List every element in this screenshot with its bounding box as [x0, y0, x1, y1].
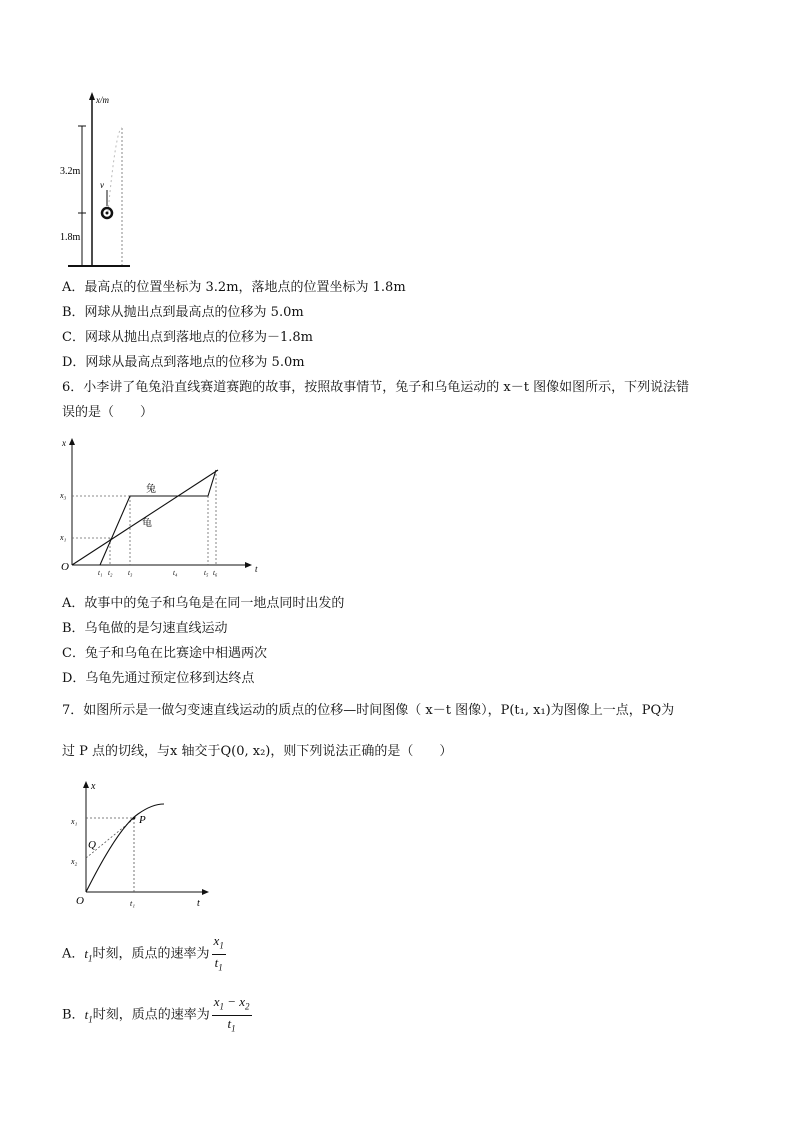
y-axis-label: x — [62, 438, 66, 448]
fraction-x1-minus-x2-over-t1: $\frac{x_1 - x_2}{t_1}$ — [213, 994, 250, 1034]
t5-label: t₅ — [204, 569, 209, 577]
t2-label: t₂ — [108, 569, 113, 577]
origin-label: O — [61, 561, 69, 573]
label-1-8m: 1.8m — [60, 232, 81, 243]
q7-option-a — [62, 933, 226, 977]
rabbit-turtle-graph — [60, 434, 260, 578]
velocity-label: v — [100, 180, 104, 190]
origin-label: O — [76, 895, 84, 907]
q7-option-b — [62, 994, 252, 1038]
t1-var: $t_1$ — [84, 1006, 93, 1025]
t3-label: t₃ — [128, 569, 133, 577]
axis-label-x: x/m — [96, 95, 109, 105]
x2-label: x₂ — [71, 857, 78, 866]
x1-label: x₁ — [71, 817, 78, 826]
tangent-xt-graph — [60, 776, 220, 910]
q7-stem-line1: 7．如图所示是一做匀变速直线运动的质点的位移—时间图像（ x－t 图像），P(t₁, x₁)为图像上一点，PQ为 — [62, 703, 675, 718]
q6-option-d: D．乌龟先通过预定位移到达终点 — [62, 671, 255, 686]
ball-trajectory-figure — [60, 88, 140, 272]
q6-stem-line2: 误的是（ ） — [62, 405, 154, 420]
label-3-2m: 3.2m — [60, 166, 81, 177]
x-axis-label: t — [255, 564, 258, 574]
q5-option-a: A．最高点的位置坐标为 3.2m，落地点的位置坐标为 1.8m — [62, 280, 406, 295]
x3-label: x₃ — [60, 491, 67, 500]
q5-option-c: C．网球从抛出点到落地点的位移为－1.8m — [62, 330, 313, 345]
q6-option-c: C．兔子和乌龟在比赛途中相遇两次 — [62, 646, 267, 661]
y-axis-label: x — [91, 781, 96, 792]
q6-stem-line1: 6．小李讲了龟兔沿直线赛道赛跑的故事，按照故事情节，兔子和乌龟运动的 x－t 图像如图所示，下列说法错 — [62, 380, 690, 395]
q6-option-a: A．故事中的兔子和乌龟是在同一地点同时出发的 — [62, 596, 345, 611]
t1-label: t₁ — [98, 569, 103, 577]
q6-option-b: B．乌龟做的是匀速直线运动 — [62, 621, 228, 636]
point-q-label: Q — [88, 839, 96, 851]
rabbit-label: 兔 — [146, 484, 156, 495]
t1-var: $t_1$ — [84, 945, 93, 964]
q7-stem-line2: 过 P 点的切线，与x 轴交于Q(0, x₂)，则下列说法正确的是（ ） — [62, 744, 453, 759]
x1-label: x₁ — [60, 533, 67, 542]
x-axis-label: t — [197, 898, 200, 909]
fraction-x1-over-t1: $\frac{x_1}{t_1}$ — [213, 933, 224, 973]
turtle-label: 龟 — [142, 518, 152, 529]
t6-label: t₆ — [213, 569, 218, 577]
option-b-prefix: B． — [62, 1007, 85, 1023]
point-p-label: P — [139, 814, 146, 826]
option-b-text: 时刻，质点的速率为 — [92, 1007, 210, 1023]
t1-label: t₁ — [130, 899, 136, 908]
q5-option-b: B．网球从抛出点到最高点的位移为 5.0m — [62, 305, 304, 320]
t4-label: t₄ — [173, 569, 178, 577]
option-a-text: 时刻，质点的速率为 — [92, 946, 210, 962]
q5-option-d: D．网球从最高点到落地点的位移为 5.0m — [62, 355, 305, 370]
option-a-prefix: A． — [62, 946, 85, 962]
